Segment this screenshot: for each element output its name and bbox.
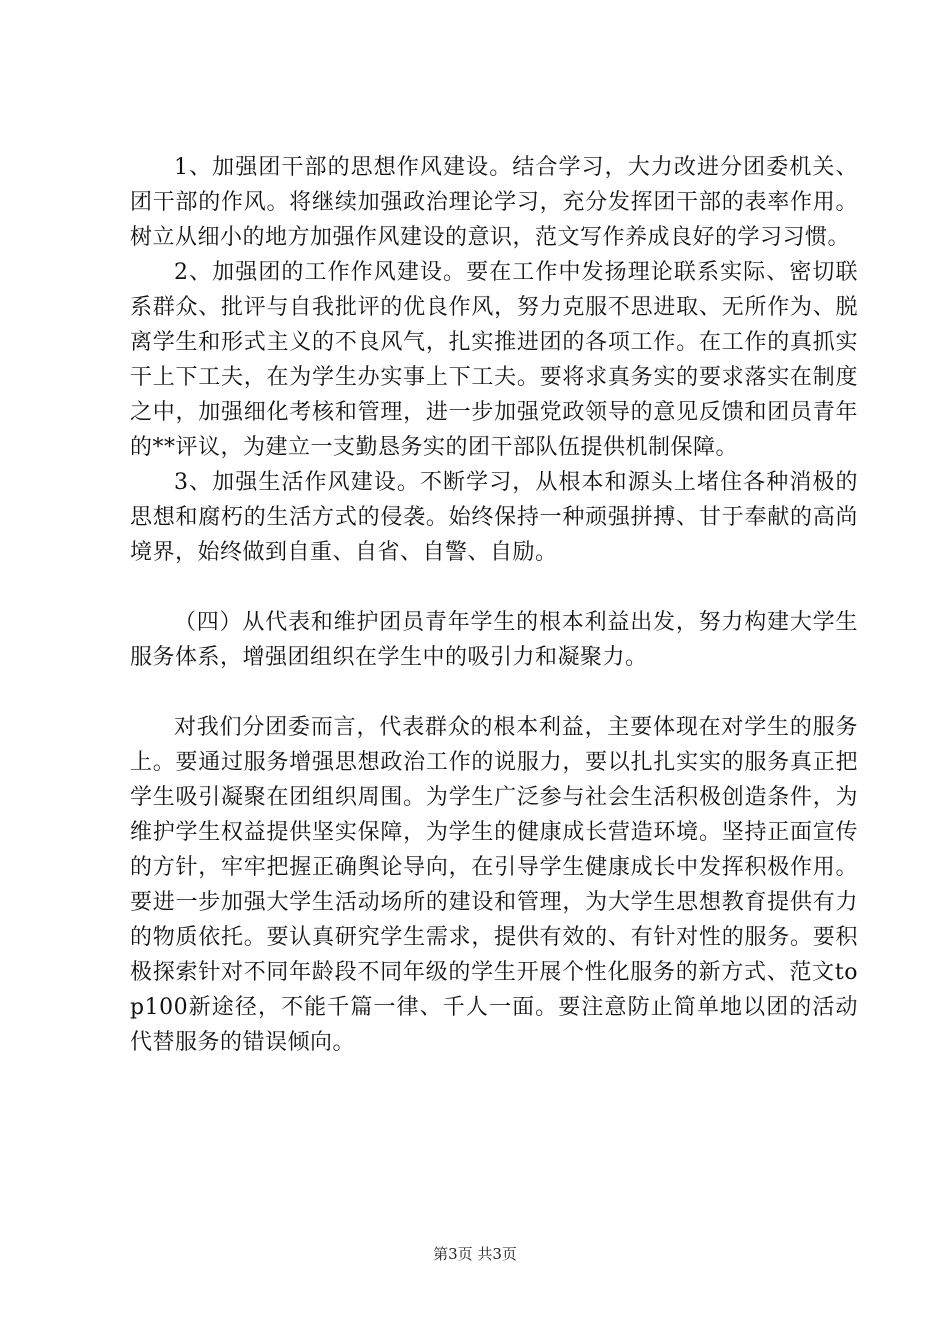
paragraph-item-3: 3、加强生活作风建设。不断学习，从根本和源头上堵住各种消极的思想和腐朽的生活方式的侵袭。始终保持一种顽强拼搏、甘于奉献的高尚境界，始终做到自重、自省、自警、自励。 — [130, 470, 858, 565]
paragraph-spacer — [130, 675, 858, 710]
paragraph-spacer — [130, 570, 858, 605]
paragraph-item-2: 2、加强团的工作作风建设。要在工作中发扬理论联系实际、密切联系群众、批评与自我批评的优良作风，努力克服不思进取、无所作为、脱离学生和形式主义的不良风气，扎实推进团的各项工作。在工作的真抓实干上下工夫，在为学生办实事上下工夫。要将求真务实的要求落实在制度之中，加强细化考核和管理，进一步加强党政领导的意见反馈和团员青年的**评议，为建立一支勤恳务实的团干部队伍提供机制保障。 — [130, 260, 858, 460]
document-body — [130, 150, 858, 1060]
paragraph-item-1: 1、加强团干部的思想作风建设。结合学习，大力改进分团委机关、团干部的作风。将继续加强政治理论学习，充分发挥团干部的表率作用。树立从细小的地方加强作风建设的意识，范文写作养成良好的学习习惯。 — [130, 155, 858, 250]
paragraph-item-5: 对我们分团委而言，代表群众的根本利益，主要体现在对学生的服务上。要通过服务增强思想政治工作的说服力，要以扎扎实实的服务真正把学生吸引凝聚在团组织周围。为学生广泛参与社会生活积极创造条件，为维护学生权益提供坚实保障，为学生的健康成长营造环境。坚持正面宣传的方针，牢牢把握正确舆论导向，在引导学生健康成长中发挥积极作用。要进一步加强大学生活动场所的建设和管理，为大学生思想教育提供有力的物质依托。要认真研究学生需求，提供有效的、有针对性的服务。要积极探索针对不同年龄段不同年级的学生开展个性化服务的新方式、范文top100新途径，不能千篇一律、千人一面。要注意防止简单地以团的活动代替服务的错误倾向。 — [130, 715, 858, 1055]
page-number-footer: 第3页 共3页 — [433, 1245, 517, 1263]
section-heading-4: （四）从代表和维护团员青年学生的根本利益出发，努力构建大学生服务体系，增强团组织在学生中的吸引力和凝聚力。 — [130, 610, 858, 670]
